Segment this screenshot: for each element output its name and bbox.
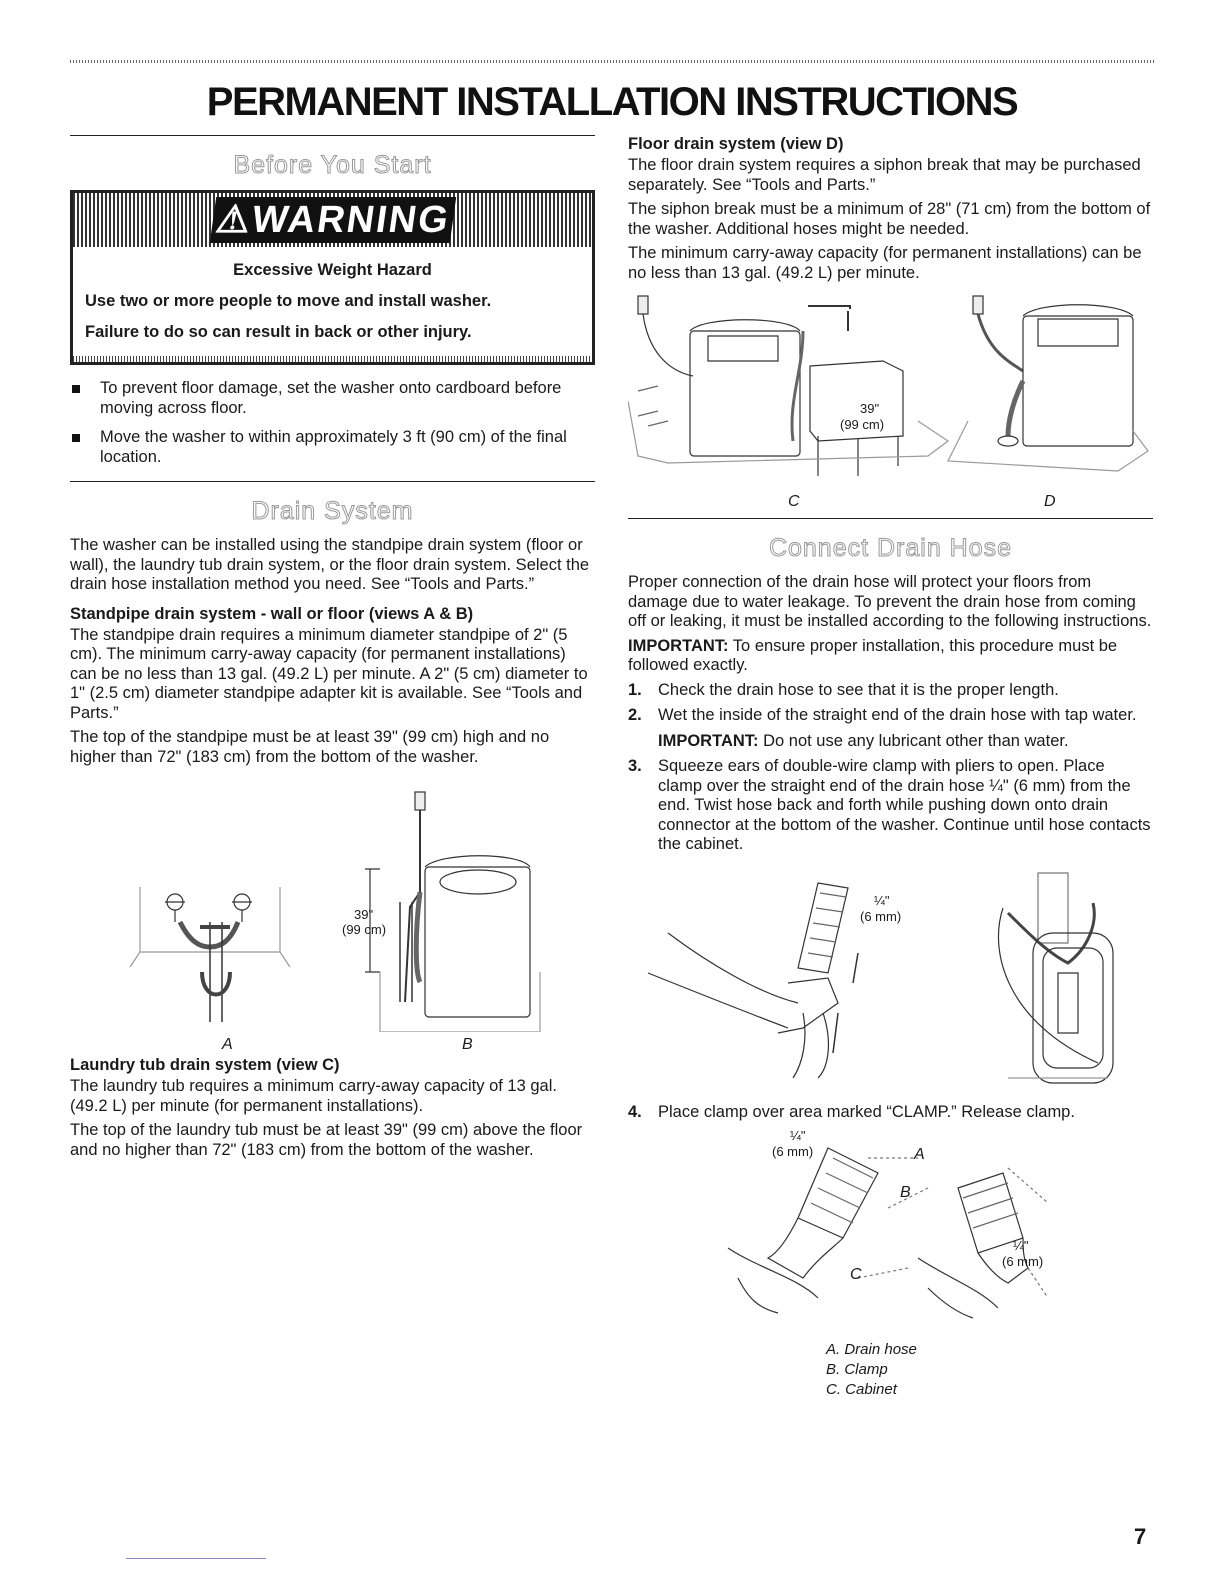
callout-c: C — [850, 1266, 862, 1283]
connect-steps — [628, 681, 1153, 855]
step-number: 4. — [628, 1102, 642, 1121]
figure-label-d: D — [1044, 493, 1056, 510]
figure-hose-clamp-abc — [628, 1128, 1153, 1338]
figure-standpipe-ab — [70, 772, 595, 1053]
before-you-start-heading: Before You Start — [233, 151, 432, 179]
figure-label-c: C — [788, 493, 800, 510]
standpipe-paragraph-2: The top of the standpipe must be at least 39" (99 cm) high and no higher than 72" (183 cm) from the bottom of the washer. — [70, 728, 550, 766]
figure-label-b: B — [462, 1036, 473, 1053]
list-item: Move the washer to within approximately 3 ft (90 cm) of the final location. — [70, 428, 595, 467]
dim2-mm: (6 mm) — [1002, 1254, 1044, 1269]
warning-body — [73, 247, 592, 356]
floor-drain-heading: Floor drain system (view D) — [628, 135, 844, 153]
footer-line — [126, 1558, 266, 1559]
floor-drain-paragraph-1: The floor drain system requires a siphon break that may be purchased separately. See “Tools and Parts.” — [628, 156, 1141, 194]
step-number: 2. — [628, 706, 642, 724]
callout-b: B — [900, 1184, 911, 1201]
figure-legend — [826, 1340, 1153, 1400]
step-important-label: IMPORTANT: — [658, 731, 759, 750]
connect-steps-cont — [628, 1103, 1153, 1123]
step-text: Place clamp over area marked “CLAMP.” Release clamp. — [658, 1102, 1075, 1121]
clamp-dim-in: ¼" — [874, 892, 890, 908]
standpipe-heading: Standpipe drain system - wall or floor (views A & B) — [70, 604, 474, 623]
warning-word: WARNING — [249, 199, 453, 241]
warning-hazard-title: Excessive Weight Hazard — [233, 261, 432, 279]
standpipe-paragraph-1: The standpipe drain requires a minimum diameter standpipe of 2" (5 cm). The minimum carry-away capacity (for permanent installations) can be no less than 13 gal. (49.2 L) per minute. A 2" (5 cm) diameter to 1" (2.5 cm) diameter standpipe adapter kit is available. See “Tools and Parts.” — [70, 625, 588, 722]
legend-item: B. Clamp — [826, 1361, 888, 1378]
important-text: To ensure proper installation, this procedure must be followed exactly. — [628, 636, 1118, 674]
tub-height-in: 39" — [860, 401, 880, 416]
list-item — [628, 1103, 1153, 1123]
callout-a: A — [914, 1146, 925, 1163]
connect-drain-intro: Proper connection of the drain hose will protect your floors from damage due to water leakage. To prevent the drain hose from coming off or leaking, it must be installed according to the following instructions. — [628, 573, 1152, 630]
dim1-mm: (6 mm) — [772, 1144, 814, 1159]
step-number: 1. — [628, 680, 642, 699]
warning-label — [210, 197, 456, 243]
standpipe-height-in: 39" — [354, 907, 374, 922]
section-rule — [70, 135, 595, 136]
important-label: IMPORTANT: — [628, 636, 729, 655]
drain-system-intro: The washer can be installed using the standpipe drain system (floor or wall), the laundry tub drain system, or the floor drain system. Select the drain hose installation method you need. See “Tools and Parts.” — [70, 536, 590, 593]
hose-clamp-cabinet-illustration — [628, 1128, 1153, 1338]
dim1-in: ¼" — [790, 1128, 806, 1143]
warning-triangle-icon: ⚠ — [213, 199, 256, 241]
legend-item: C. Cabinet — [826, 1381, 897, 1398]
list-item — [628, 757, 1153, 855]
list-item — [628, 681, 1153, 701]
warning-line-2: Failure to do so can result in back or other injury. — [85, 323, 472, 341]
laundry-tub-paragraph-2: The top of the laundry tub must be at least 39" (99 cm) above the floor and no higher than 72" (183 cm) from the bottom of the washer. — [70, 1121, 583, 1159]
standpipe-illustration — [70, 772, 595, 1032]
warning-line-1: Use two or more people to move and install washer. — [85, 292, 492, 310]
laundry-tub-floor-drain-illustration — [628, 291, 1153, 491]
floor-drain-paragraph-2: The siphon break must be a minimum of 28" (71 cm) from the bottom of the washer. Additional hoses might be needed. — [628, 200, 1151, 238]
list-item: To prevent floor damage, set the washer onto cardboard before moving across floor. — [70, 379, 595, 418]
page-title: PERMANENT INSTALLATION INSTRUCTIONS — [206, 80, 1018, 124]
warning-bottom-stripe — [73, 356, 592, 362]
list-item — [628, 706, 1153, 751]
clamp-dim-mm: (6 mm) — [860, 908, 902, 924]
step-text: Squeeze ears of double-wire clamp with pliers to open. Place clamp over the straight end of the drain hose ¼" (6 mm) from the end. Twist hose back and forth while pushing down onto drain connector at the bottom of the washer. Continue until hose contacts the cabinet. — [658, 757, 1151, 853]
figure-label-a: A — [222, 1036, 233, 1053]
step-text: Check the drain hose to see that it is the proper length. — [658, 680, 1059, 699]
step-number: 3. — [628, 757, 642, 775]
tub-height-cm: (99 cm) — [840, 417, 885, 432]
step-important-text: Do not use any lubricant other than water. — [758, 731, 1069, 750]
figure-floor-drain-cd — [628, 291, 1153, 510]
warning-banner — [73, 193, 592, 247]
connect-drain-hose-heading: Connect Drain Hose — [768, 534, 1013, 562]
warning-box — [70, 190, 595, 365]
legend-item: A. Drain hose — [826, 1341, 917, 1358]
laundry-tub-paragraph-1: The laundry tub requires a minimum carry-away capacity of 13 gal. (49.2 L) per minute (for permanent installations). — [70, 1077, 557, 1115]
dim2-in: ¼" — [1013, 1238, 1029, 1253]
drain-system-heading: Drain System — [251, 497, 414, 525]
section-rule — [70, 481, 595, 482]
section-rule — [628, 518, 1153, 519]
top-dotted-rule — [70, 60, 1154, 63]
figure-clamp-pliers — [628, 863, 1153, 1093]
before-you-start-list — [70, 379, 595, 467]
right-column — [628, 135, 1153, 1400]
step-text: Wet the inside of the straight end of the drain hose with tap water. — [658, 706, 1137, 724]
pliers-clamp-illustration — [628, 863, 1153, 1093]
left-column — [70, 135, 595, 1165]
floor-drain-paragraph-3: The minimum carry-away capacity (for permanent installations) can be no less than 13 gal. (49.2 L) per minute. — [628, 244, 1142, 282]
standpipe-height-cm: (99 cm) — [342, 922, 387, 937]
laundry-tub-heading: Laundry tub drain system (view C) — [70, 1056, 340, 1074]
page-number: 7 — [1134, 1524, 1147, 1549]
